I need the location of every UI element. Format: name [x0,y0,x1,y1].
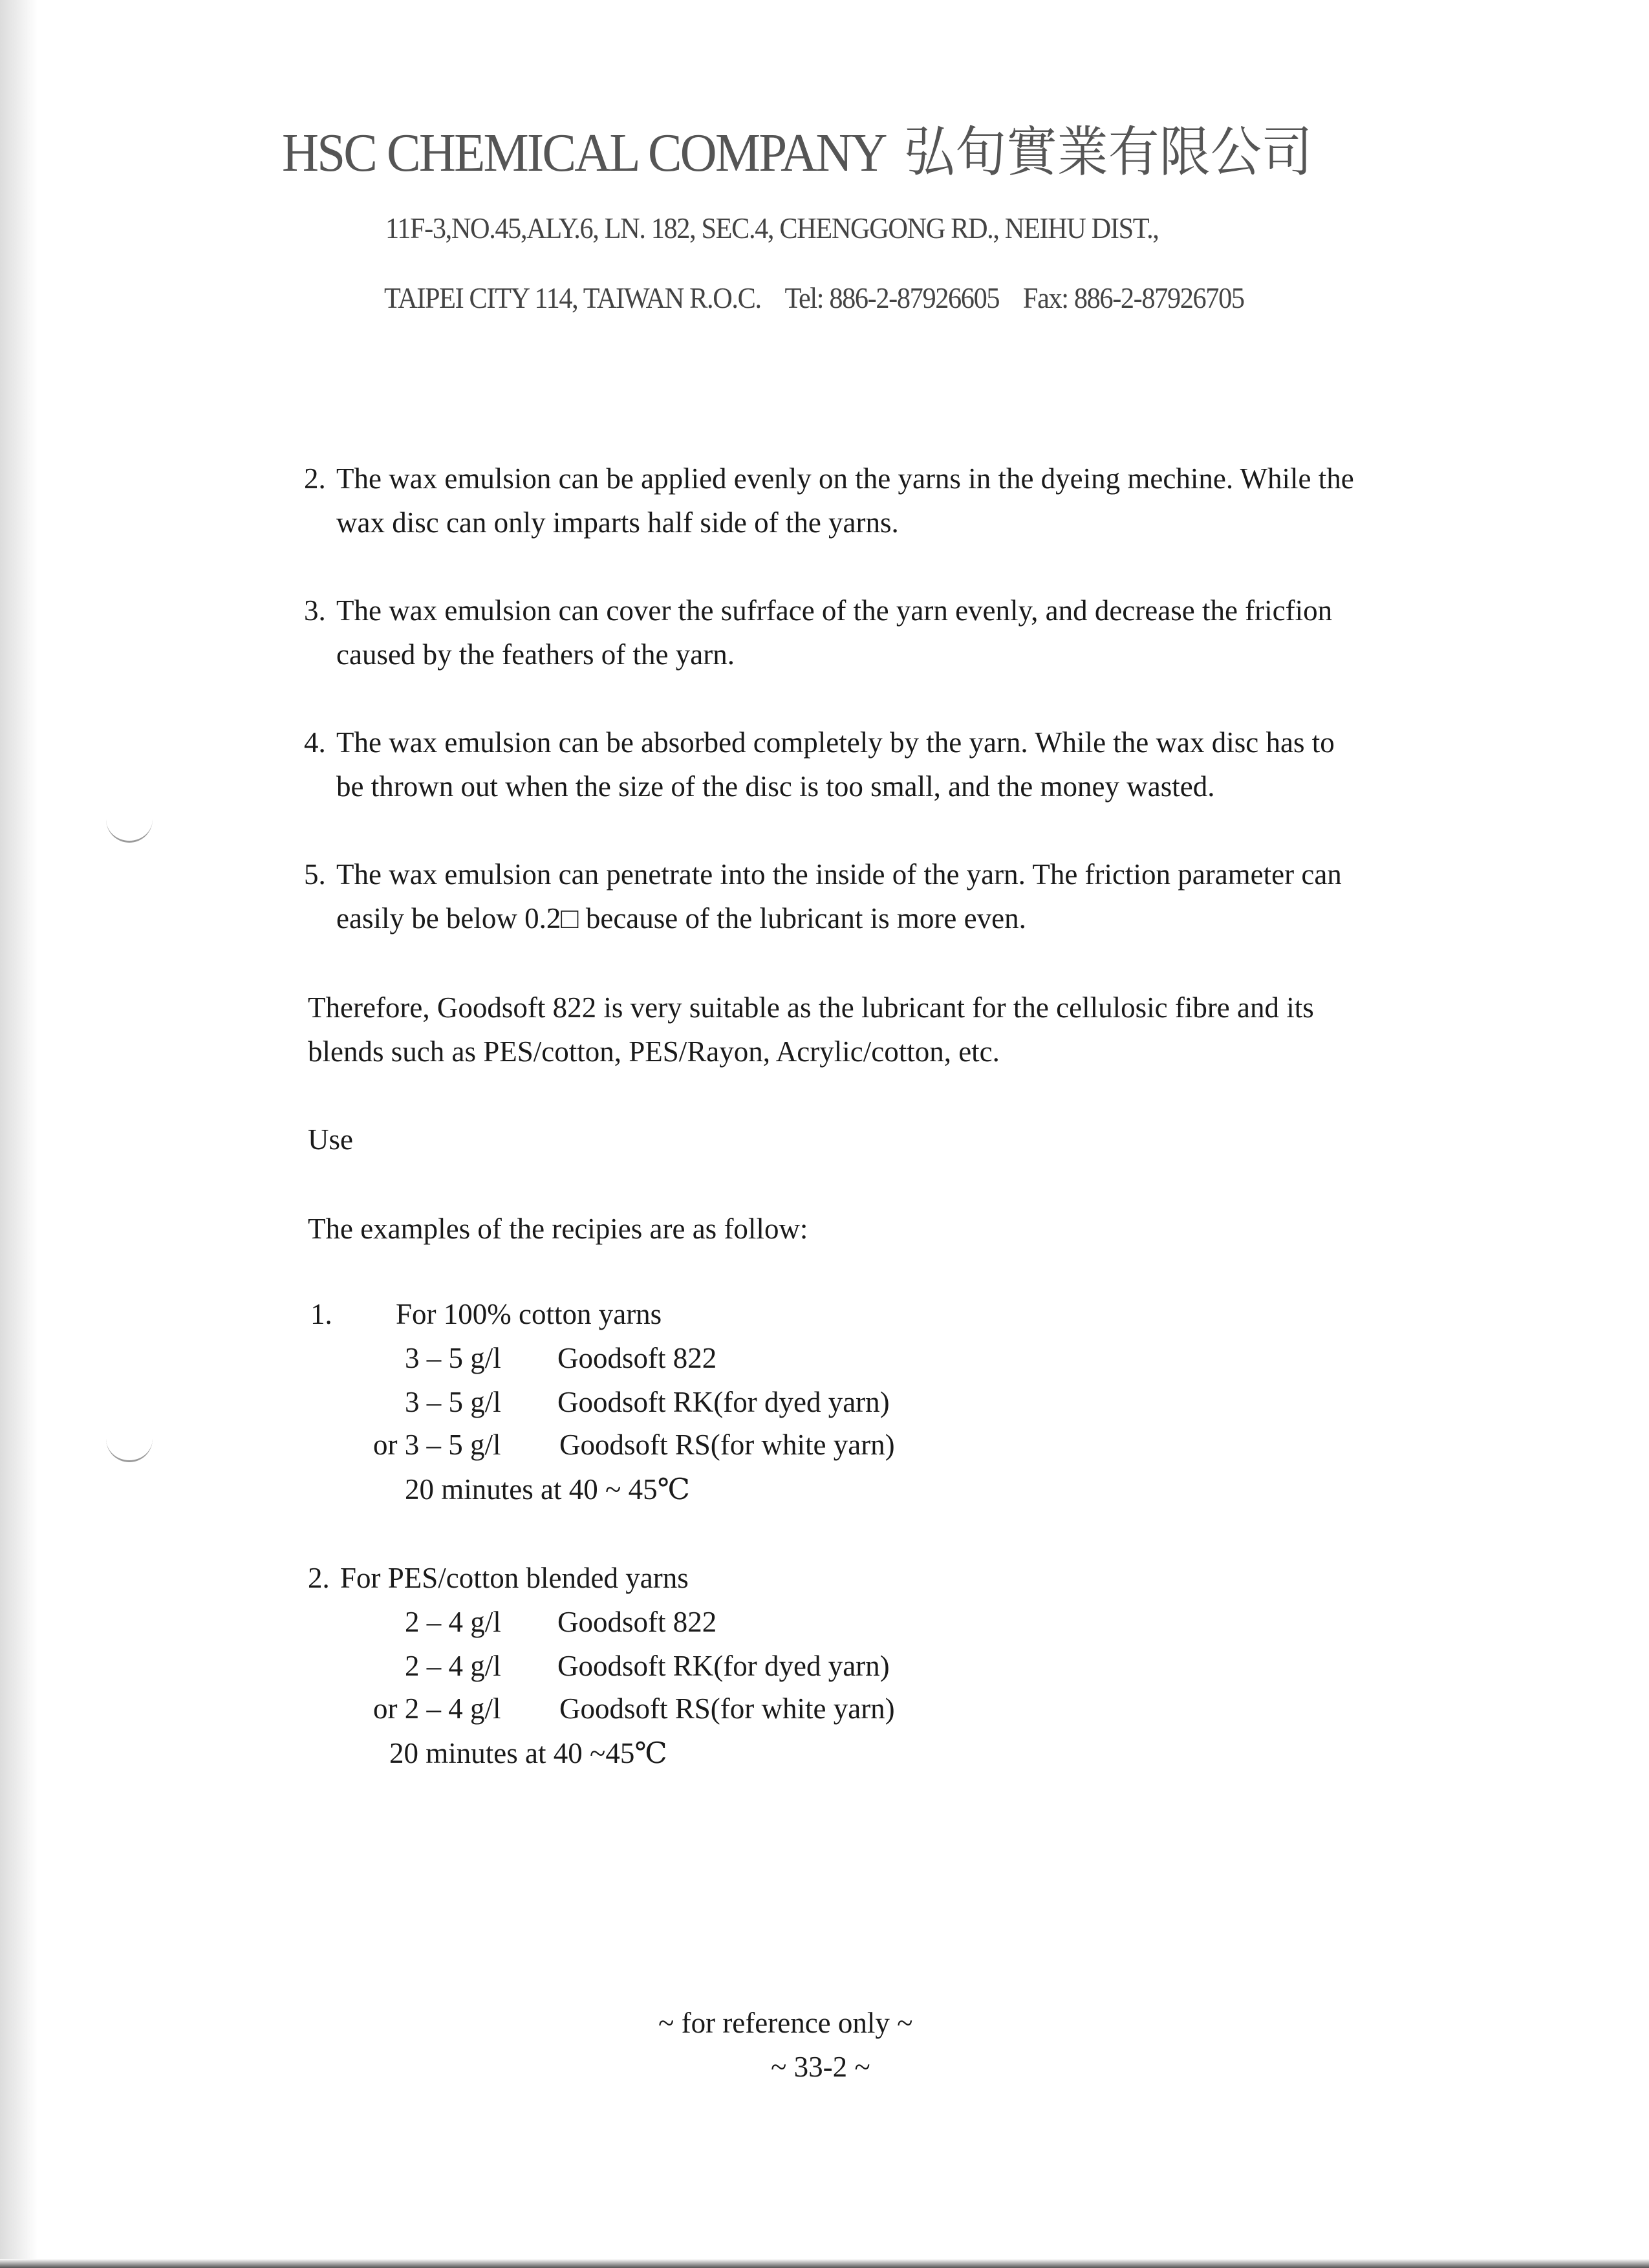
conclusion-line: blends such as PES/cotton, PES/Rayon, Acrylic/cotton, etc. [308,1035,1000,1068]
recipe-row [405,1385,890,1419]
recipe-row [373,1692,895,1725]
recipe-product: Goodsoft RK(for dyed yarn) [557,1386,890,1418]
recipe-title-text: For PES/cotton blended yarns [340,1562,689,1594]
recipe-amount: 3 – 5 g/l [405,1342,501,1374]
recipe-title [310,1297,662,1331]
recipe-amount: or 2 – 4 g/l [373,1692,501,1725]
recipe-row [405,1649,890,1683]
list-item-text: The wax emulsion can be absorbed completely by the yarn. While the wax disc has to [336,726,1335,759]
recipe-product: Goodsoft 822 [557,1342,717,1374]
recipe-number: 1. [310,1298,332,1330]
recipe-product: Goodsoft RS(for white yarn) [559,1692,895,1725]
list-item-text: The wax emulsion can cover the sufrface of the yarn evenly, and decrease the fricfion [336,594,1333,627]
recipe-condition: 20 minutes at 40 ~ 45℃ [405,1473,690,1506]
company-name [282,109,1313,187]
list-item [304,720,1335,808]
recipe-amount: or 3 – 5 g/l [373,1429,501,1461]
list-item [304,852,1342,940]
recipe-amount: 2 – 4 g/l [405,1606,501,1638]
recipe-row [405,1605,717,1639]
section-heading-use: Use [308,1123,353,1156]
recipe-product: Goodsoft 822 [557,1606,717,1638]
footer-note: ~ for reference only ~ [658,2007,913,2039]
page-number: ~ 33-2 ~ [771,2051,870,2083]
list-item-text: be thrown out when the size of the disc is too small, and the money wasted. [336,770,1215,803]
fax: Fax: 886-2-87926705 [1022,281,1244,314]
scan-edge-shadow [0,0,38,2268]
list-item-text: wax disc can only imparts half side of the yarns. [336,506,899,539]
recipe-row [373,1428,895,1462]
list-item [304,589,1332,676]
recipe-amount: 2 – 4 g/l [405,1650,501,1682]
telephone: Tel: 886-2-87926605 [784,281,1000,314]
address-line-1: 11F-3,NO.45,ALY.6, LN. 182, SEC.4, CHENGGONG RD., NEIHU DIST., [385,211,1159,244]
recipe-row [405,1341,717,1375]
examples-intro: The examples of the recipies are as follow: [308,1213,808,1245]
address-city: TAIPEI CITY 114, TAIWAN R.O.C. [384,281,761,314]
recipe-amount: 3 – 5 g/l [405,1386,501,1418]
recipe-condition: 20 minutes at 40 ~45℃ [389,1737,667,1769]
recipe-product: Goodsoft RK(for dyed yarn) [557,1650,890,1682]
list-item-number: 3. [304,594,326,627]
conclusion-line: Therefore, Goodsoft 822 is very suitable as the lubricant for the cellulosic fibre and its [308,991,1314,1024]
company-name-en: HSC CHEMICAL COMPANY [282,123,886,183]
list-item-text: easily be below 0.2□ because of the lubricant is more even. [336,902,1026,934]
recipe-title [308,1561,689,1595]
punch-hole-mark [106,817,153,843]
recipe-title-text: For 100% cotton yarns [396,1298,662,1330]
list-item-number: 2. [304,462,326,495]
address-line-2 [384,281,1244,315]
recipe-number: 2. [308,1562,330,1594]
conclusion-paragraph [308,986,1314,1074]
list-item-number: 5. [304,858,326,891]
recipe-product: Goodsoft RS(for white yarn) [559,1429,895,1461]
company-name-zh: 弘旬實業有限公司 [903,120,1313,184]
list-item-text: The wax emulsion can penetrate into the inside of the yarn. The friction parameter can [336,858,1342,891]
list-item-text: The wax emulsion can be applied evenly on the yarns in the dyeing mechine. While the [336,462,1354,495]
list-item [304,457,1354,545]
list-item-text: caused by the feathers of the yarn. [336,638,735,671]
list-item-number: 4. [304,726,326,759]
scan-bottom-edge [0,2259,1649,2268]
punch-hole-mark [106,1437,153,1462]
